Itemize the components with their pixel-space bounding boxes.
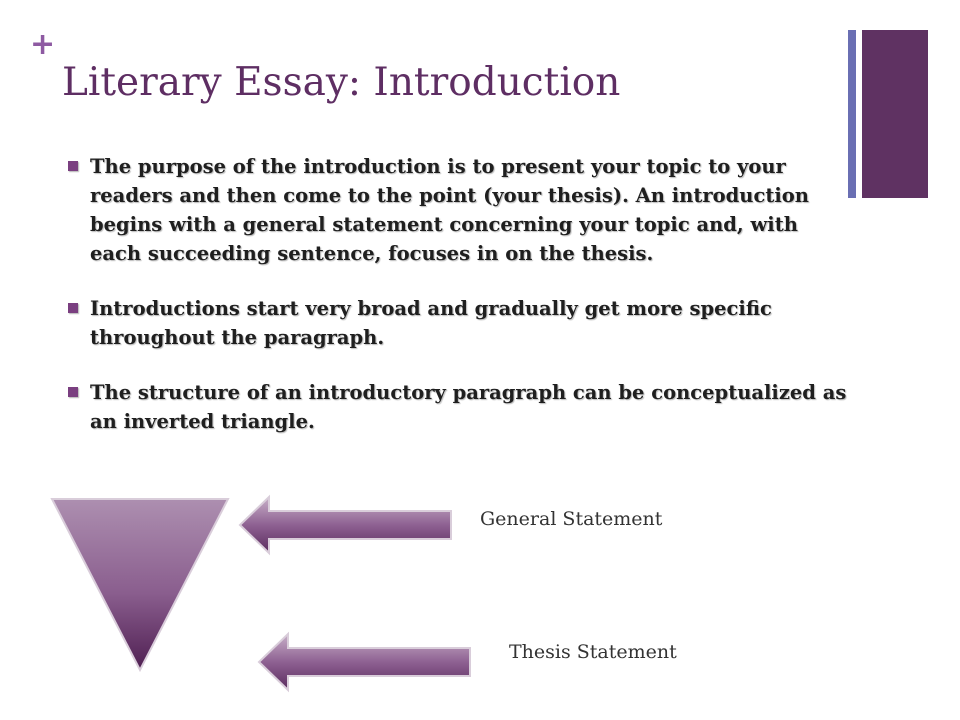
inverted-triangle-icon [52, 499, 228, 670]
bullet-text: The structure of an introductory paragraph can be conceptualized as an inverted triangle. [90, 381, 847, 433]
general-statement-label: General Statement [480, 508, 663, 530]
bullet-text: Introductions start very broad and gradually get more specific throughout the paragraph. [90, 297, 772, 349]
bullet-text: The purpose of the introduction is to present your topic to your readers and then come to the point (your thesis). An introduction begins with a general statement concerning your topic and, with each succeeding sentence, focuses in on the thesis. [90, 155, 809, 265]
left-arrow-icon [259, 634, 470, 690]
plus-icon: + [30, 27, 56, 62]
thesis-statement-label: Thesis Statement [509, 641, 677, 663]
slide-title: Literary Essay: Introduction [62, 60, 621, 105]
left-arrow-icon [240, 497, 451, 553]
